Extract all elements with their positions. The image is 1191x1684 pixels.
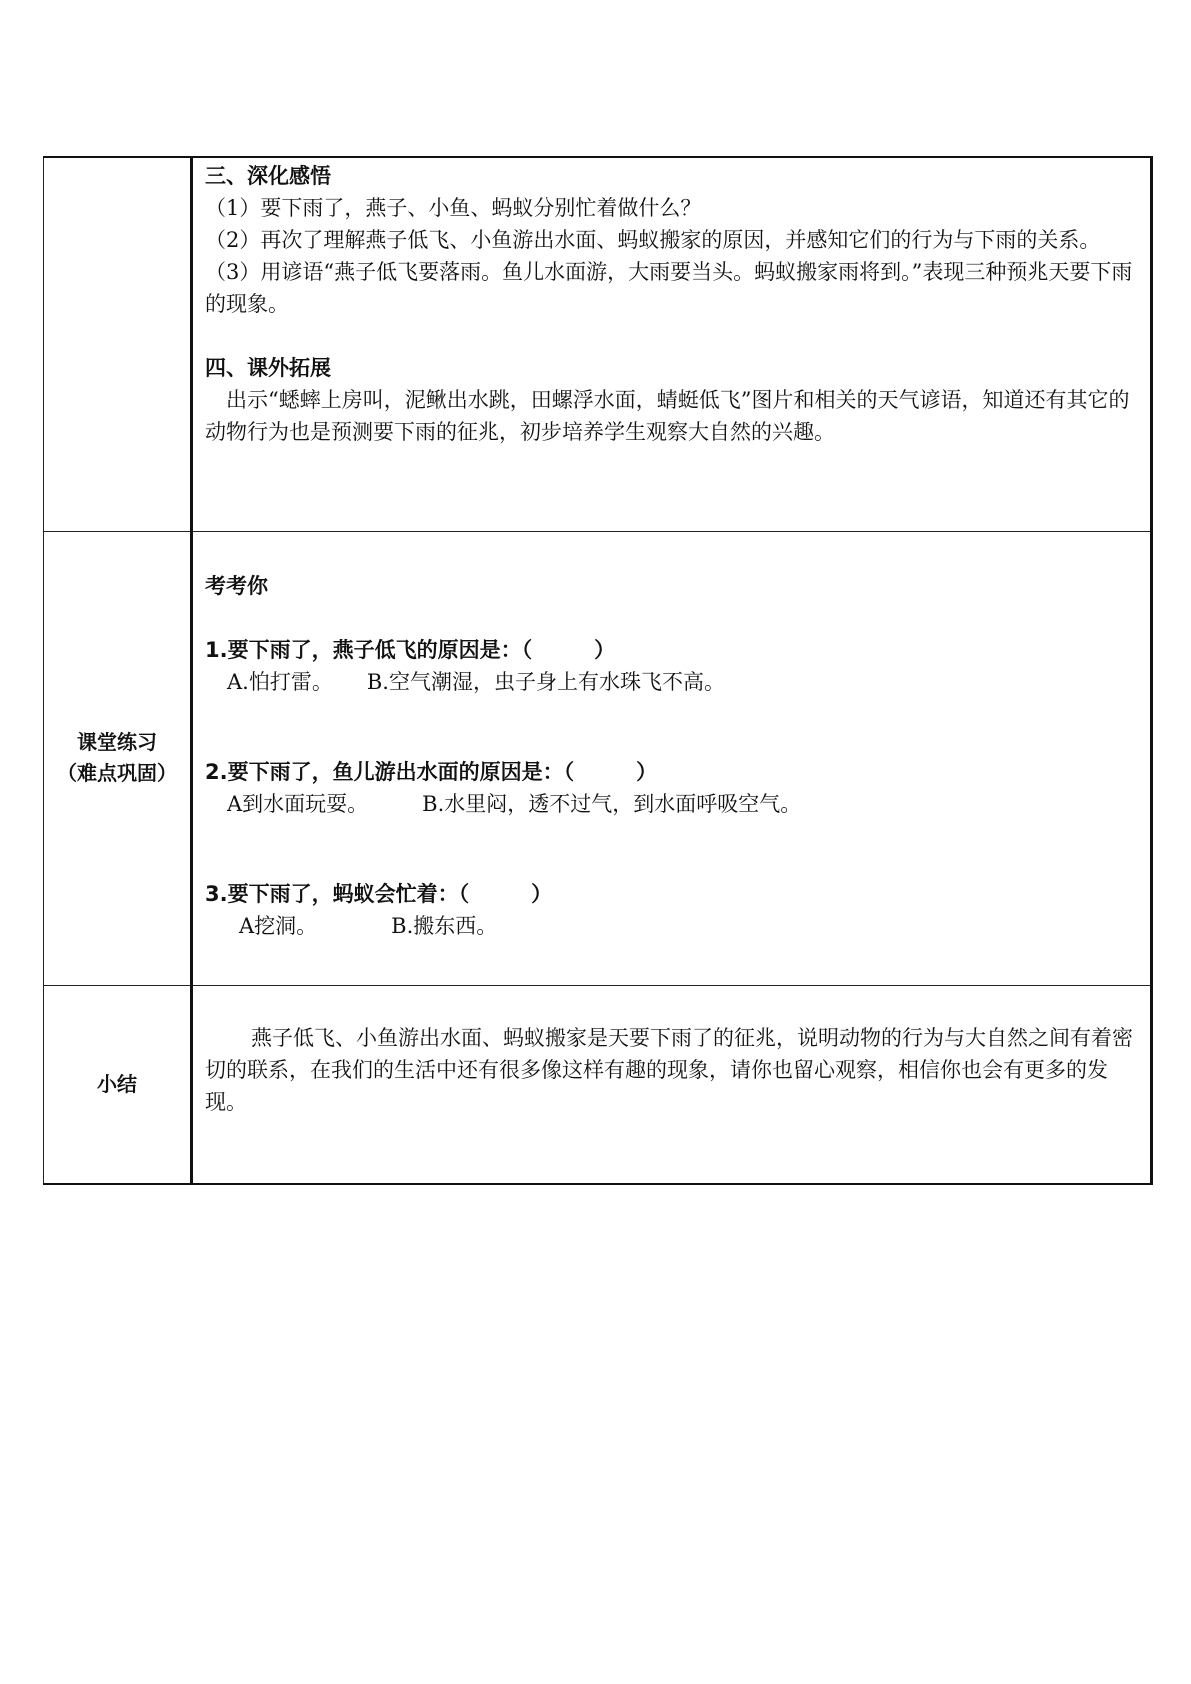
question-3-close: ） [531,881,553,906]
section3-heading: 三、深化感悟 [205,164,331,188]
question-2-text: 2.要下雨了，鱼儿游出水面的原因是：（ [205,759,575,784]
summary-label-cell [44,985,192,1184]
practice-content-cell [192,531,1152,985]
summary-label: 小结 [97,1071,137,1096]
question-3 [205,878,1138,942]
practice-label-line2: （难点巩固） [57,761,177,785]
empty-label-cell [44,157,192,531]
question-2-option-b: B.水里闷，透不过气，到水面呼吸空气。 [422,791,802,816]
question-3-option-b: B.搬东西。 [391,913,498,938]
section3-item3: （3）用谚语“燕子低飞要落雨。鱼儿水面游，大雨要当头。蚂蚁搬家雨将到。”表现三种预兆天要下雨的现象。 [205,260,1133,316]
table-row [44,157,1152,531]
question-3-option-a: A挖洞。 [239,913,318,938]
practice-title: 考考你 [205,573,268,598]
question-2 [205,756,1138,820]
question-3-text: 3.要下雨了，蚂蚁会忙着：（ [205,881,470,906]
summary-text: 燕子低飞、小鱼游出水面、蚂蚁搬家是天要下雨了的征兆，说明动物的行为与大自然之间有着密切的联系，在我们的生活中还有很多像这样有趣的现象，请你也留心观察，相信你也会有更多的发现。 [205,1025,1133,1114]
question-1-close: ） [594,637,616,662]
question-1-option-b: B.空气潮湿，虫子身上有水珠飞不高。 [366,669,725,694]
teaching-process-cell [192,157,1152,531]
section4-heading: 四、课外拓展 [205,356,331,380]
question-1-option-a: A.怕打雷。 [227,669,333,694]
section3-item2: （2）再次了理解燕子低飞、小鱼游出水面、蚂蚁搬家的原因，并感知它们的行为与下雨的关系。 [205,228,1101,252]
table-row [44,985,1152,1184]
question-2-option-a: A到水面玩耍。 [227,791,369,816]
section3-item1: （1）要下雨了，燕子、小鱼、蚂蚁分别忙着做什么？ [205,196,702,220]
practice-label-cell [44,531,192,985]
table-row [44,531,1152,985]
section4-text: 出示“蟋蟀上房叫，泥鳅出水跳，田螺浮水面，蜻蜓低飞”图片和相关的天气谚语，知道还有其它的动物行为也是预测要下雨的征兆，初步培养学生观察大自然的兴趣。 [205,388,1130,444]
question-1 [205,634,1138,698]
summary-content-cell [192,985,1152,1184]
lesson-plan-table [43,156,1153,1185]
question-1-text: 1.要下雨了，燕子低飞的原因是：（ [205,637,533,662]
question-2-close: ） [636,759,658,784]
practice-label-line1: 课堂练习 [77,730,157,754]
